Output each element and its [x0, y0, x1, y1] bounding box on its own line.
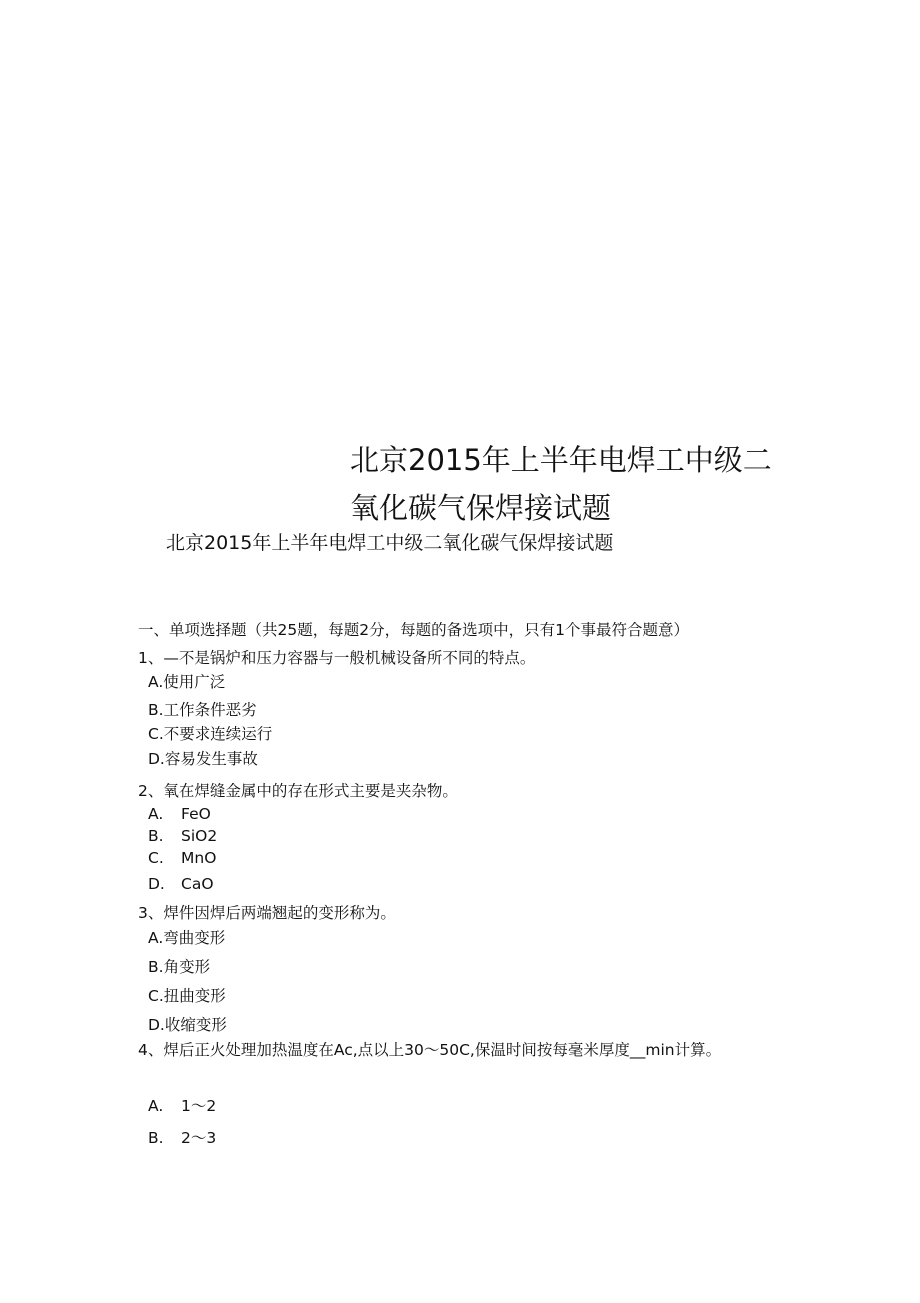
question-2-option-c — [148, 851, 216, 867]
question-2-option-d — [148, 877, 214, 893]
question-4-option-a — [148, 1099, 216, 1115]
option-letter: A. — [148, 805, 164, 823]
option-letter: B. — [148, 958, 164, 976]
question-3-option-d — [148, 1018, 227, 1034]
option-letter: B. — [148, 1129, 164, 1147]
option-text: 工作条件恶劣 — [163, 701, 257, 719]
option-letter: D. — [148, 750, 165, 768]
question-2-option-b — [148, 829, 217, 845]
question-4-text: 4、焊后正火处理加热温度在Ac,点以上30〜50C,保温时间按每毫米厚度__min计算。 — [138, 1041, 722, 1059]
question-1-option-a — [148, 675, 225, 691]
option-text: 2〜3 — [181, 1129, 217, 1147]
option-letter: B. — [148, 827, 164, 845]
option-letter: D. — [148, 1016, 165, 1034]
option-text: 容易发生事故 — [164, 750, 258, 768]
option-text: 使用广泛 — [163, 673, 226, 691]
option-letter: A. — [148, 673, 164, 691]
option-text: CaO — [181, 875, 214, 893]
section-header: 一、单项选择题（共25题，每题2分，每题的备选项中，只有1个事最符合题意） — [138, 621, 689, 639]
option-letter: C. — [148, 849, 164, 867]
option-letter: A. — [148, 929, 164, 947]
option-text: 1〜2 — [181, 1097, 217, 1115]
question-1-option-d — [148, 752, 258, 768]
question-1-option-c — [148, 727, 272, 743]
option-text: FeO — [181, 805, 211, 823]
document-subtitle: 北京2015年上半年电焊工中级二氧化碳气保焊接试题 — [166, 532, 614, 554]
question-3-option-c — [148, 989, 226, 1005]
question-1-option-b — [148, 703, 257, 719]
question-2-text: 2、氧在焊缝金属中的存在形式主要是夹杂物。 — [138, 782, 458, 800]
option-letter: B. — [148, 701, 164, 719]
option-text: SiO2 — [181, 827, 218, 845]
option-letter: D. — [148, 875, 165, 893]
document-title-line-1: 北京2015年上半年电焊工中级二 — [350, 443, 772, 477]
option-letter: A. — [148, 1097, 164, 1115]
option-text: 扭曲变形 — [163, 987, 226, 1005]
question-3-option-b — [148, 960, 210, 976]
option-letter: C. — [148, 987, 164, 1005]
question-3-text: 3、焊件因焊后两端翘起的变形称为。 — [138, 904, 396, 922]
option-text: 弯曲变形 — [163, 929, 226, 947]
question-2-option-a — [148, 807, 211, 823]
question-1-text: 1、—不是锅炉和压力容器与一般机械设备所不同的特点。 — [138, 649, 536, 667]
option-text: 收缩变形 — [164, 1016, 227, 1034]
question-3-option-a — [148, 931, 225, 947]
option-letter: C. — [148, 725, 164, 743]
document-title-line-2: 氧化碳气保焊接试题 — [350, 491, 612, 525]
question-4-option-b — [148, 1131, 216, 1147]
option-text: 不要求连续运行 — [163, 725, 273, 743]
option-text: 角变形 — [163, 958, 211, 976]
option-text: MnO — [181, 849, 217, 867]
